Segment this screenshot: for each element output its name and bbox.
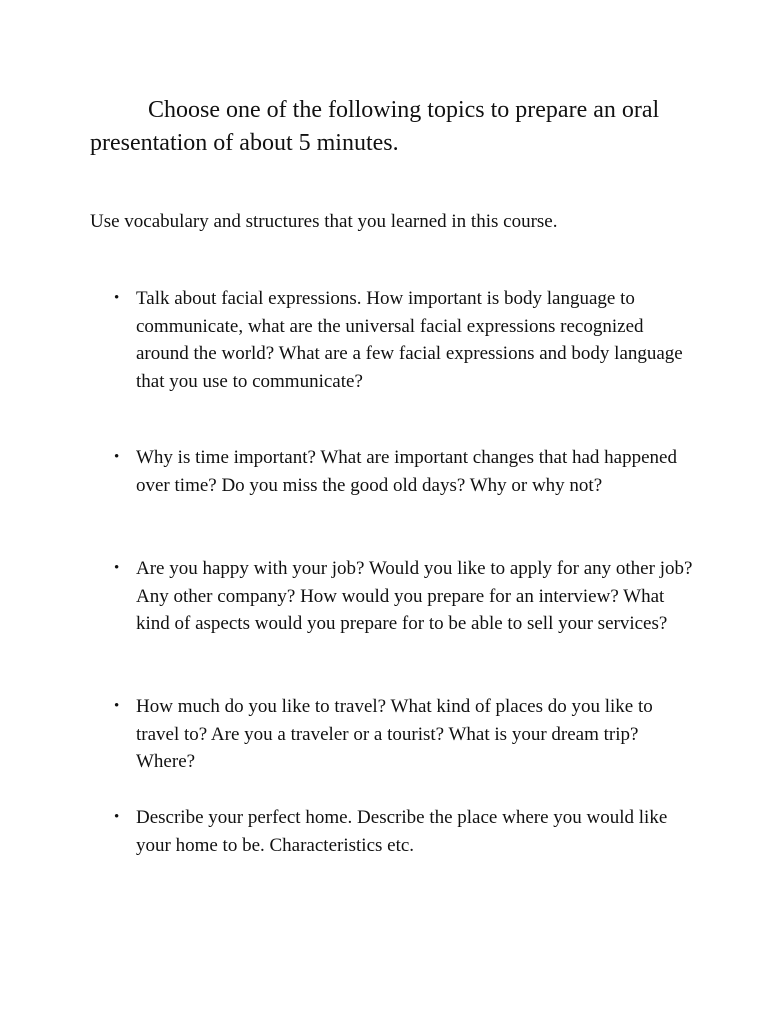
bullet-icon: • <box>114 809 120 825</box>
list-item <box>114 555 696 638</box>
list-item <box>114 444 696 499</box>
bullet-icon: • <box>114 698 120 714</box>
topic-text: How much do you like to travel? What kind of places do you like to travel to? Are you a traveler or a tourist? What is your dream trip? Where? <box>136 696 653 772</box>
list-item <box>114 285 696 395</box>
document-heading: Choose one of the following topics to prepare an oral presentation of about 5 minutes. <box>90 97 660 156</box>
list-item <box>114 804 696 859</box>
bullet-icon: • <box>114 449 120 465</box>
bullet-icon: • <box>114 560 120 576</box>
bullet-icon: • <box>114 290 120 306</box>
topic-text: Are you happy with your job? Would you like to apply for any other job? Any other company? How would you prepare for an interview? What kind of aspects would you prepare for to be able to sell your services? <box>136 558 693 634</box>
document-instruction: Use vocabulary and structures that you learned in this course. <box>90 211 558 232</box>
list-item <box>114 693 696 776</box>
topic-text: Describe your perfect home. Describe the place where you would like your home to be. Characteristics etc. <box>136 807 668 856</box>
topic-text: Talk about facial expressions. How important is body language to communicate, what are the universal facial expressions recognized around the world? What are a few facial expressions and body language that you use to communicate? <box>136 288 683 392</box>
topic-text: Why is time important? What are important changes that had happened over time? Do you miss the good old days? Why or why not? <box>136 447 677 496</box>
